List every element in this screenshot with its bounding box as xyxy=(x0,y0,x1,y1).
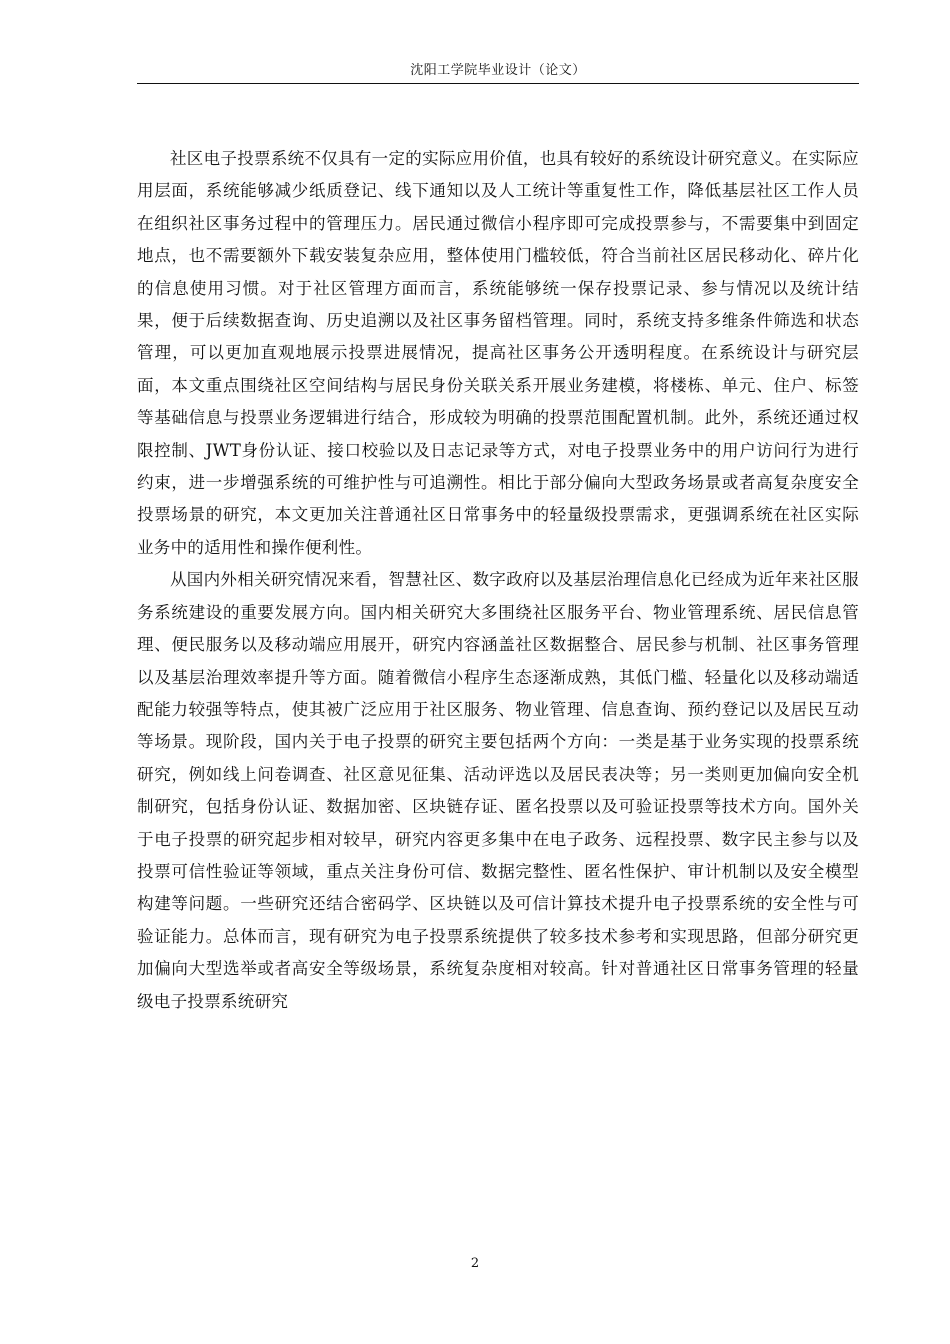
page-number: 2 xyxy=(470,1256,480,1271)
header-rule xyxy=(137,83,859,84)
body-text xyxy=(137,143,859,1018)
paragraph-related-research: 从国内外相关研究情况来看，智慧社区、数字政府以及基层治理信息化已经成为近年来社区服务系统建设的重要发展方向。国内相关研究大多围绕社区服务平台、物业管理系统、居民信息管理、便民服务以及移动端应用展开，研究内容涵盖社区数据整合、居民参与机制、社区事务管理以及基层治理效率提升等方面。随着微信小程序生态逐渐成熟，其低门槛、轻量化以及移动端适配能力较强等特点，使其被广泛应用于社区服务、物业管理、信息查询、预约登记以及居民互动等场景。现阶段，国内关于电子投票的研究主要包括两个方向：一类是基于业务实现的投票系统研究，例如线上问卷调查、社区意见征集、活动评选以及居民表决等；另一类则更加偏向安全机制研究，包括身份认证、数据加密、区块链存证、匿名投票以及可验证投票等技术方向。国外关于电子投票的研究起步相对较早，研究内容更多集中在电子政务、远程投票、数字民主参与以及投票可信性验证等领域，重点关注身份可信、数据完整性、匿名性保护、审计机制以及安全模型构建等问题。一些研究还结合密码学、区块链以及可信计算技术提升电子投票系统的安全性与可验证能力。总体而言，现有研究为电子投票系统提供了较多技术参考和实现思路，但部分研究更加偏向大型选举或者高安全等级场景，系统复杂度相对较高。针对普通社区日常事务管理的轻量级电子投票系统研究 xyxy=(137,570,859,1011)
running-header: 沈阳工学院毕业设计（论文） xyxy=(410,63,586,78)
paragraph-significance: 社区电子投票系统不仅具有一定的实际应用价值，也具有较好的系统设计研究意义。在实际应用层面，系统能够减少纸质登记、线下通知以及人工统计等重复性工作，降低基层社区工作人员在组织社区事务过程中的管理压力。居民通过微信小程序即可完成投票参与，不需要集中到固定地点，也不需要额外下载安装复杂应用，整体使用门槛较低，符合当前社区居民移动化、碎片化的信息使用习惯。对于社区管理方面而言，系统能够统一保存投票记录、参与情况以及统计结果，便于后续数据查询、历史追溯以及社区事务留档管理。同时，系统支持多维条件筛选和状态管理，可以更加直观地展示投票进展情况，提高社区事务公开透明程度。在系统设计与研究层面，本文重点围绕社区空间结构与居民身份关联关系开展业务建模，将楼栋、单元、住户、标签等基础信息与投票业务逻辑进行结合，形成较为明确的投票范围配置机制。此外，系统还通过权限控制、JWT身份认证、接口校验以及日志记录等方式，对电子投票业务中的用户访问行为进行约束，进一步增强系统的可维护性与可追溯性。相比于部分偏向大型政务场景或者高复杂度安全投票场景的研究，本文更加关注普通社区日常事务中的轻量级投票需求，更强调系统在社区实际业务中的适用性和操作便利性。 xyxy=(137,149,859,557)
